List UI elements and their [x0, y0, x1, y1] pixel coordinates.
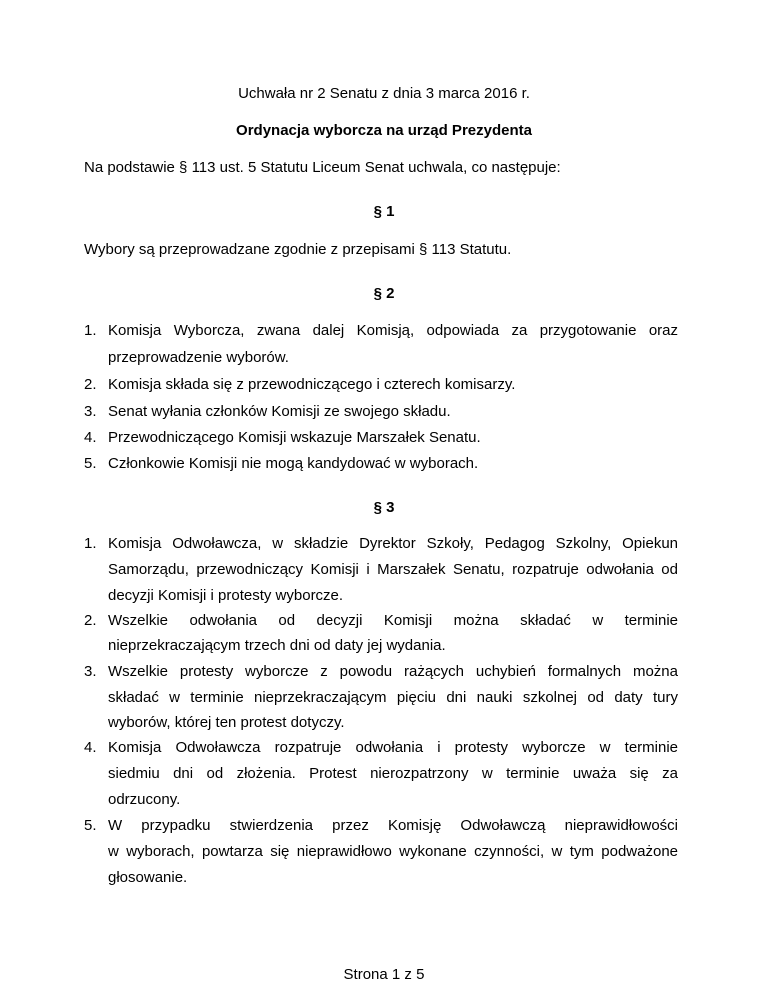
list-item-number: 1.	[84, 322, 97, 339]
section-3-heading: § 3	[373, 499, 395, 516]
list-item-line: Komisja Odwoławcza, w składzie Dyrektor Szkoły, Pedagog Szkolny, Opiekun	[108, 535, 678, 552]
list-item-line: Komisja składa się z przewodniczącego i czterech komisarzy.	[108, 376, 516, 393]
list-item-line: Komisja Wyborcza, zwana dalej Komisją, odpowiada za przygotowanie oraz	[108, 322, 678, 339]
list-item-number: 4.	[84, 429, 97, 446]
list-item-number: 2.	[84, 612, 97, 629]
list-item-number: 3.	[84, 403, 97, 420]
list-item-line: decyzji Komisji i protesty wyborcze.	[108, 587, 344, 604]
list-item-line: w wyborach, powtarza się nieprawidłowo wykonane czynności, w tym podważone	[108, 843, 678, 860]
list-item-line: Wszelkie odwołania od decyzji Komisji można składać w terminie	[108, 612, 678, 629]
list-item-number: 1.	[84, 535, 97, 552]
list-item-line: Senat wyłania członków Komisji ze swojego składu.	[108, 403, 451, 420]
section-1-heading: § 1	[373, 203, 395, 220]
list-item-line: nieprzekraczającym trzech dni od daty jej wydania.	[108, 637, 446, 654]
preamble: Na podstawie § 113 ust. 5 Statutu Liceum Senat uchwala, co następuje:	[84, 159, 561, 176]
page-number: Strona 1 z 5	[343, 966, 425, 983]
section-1-text: Wybory są przeprowadzane zgodnie z przepisami § 113 Statutu.	[84, 241, 512, 258]
list-item-line: siedmiu dni od złożenia. Protest nierozpatrzony w terminie uważa się za	[108, 765, 678, 782]
list-item-line: Członkowie Komisji nie mogą kandydować w wyborach.	[108, 455, 479, 472]
list-item-line: przeprowadzenie wyborów.	[108, 349, 289, 366]
section-2-heading: § 2	[373, 285, 395, 302]
list-item-line: Wszelkie protesty wyborcze z powodu rażących uchybień formalnych można	[108, 663, 678, 680]
list-item-number: 5.	[84, 455, 97, 472]
list-item-line: głosowanie.	[108, 869, 188, 886]
list-item-number: 2.	[84, 376, 97, 393]
resolution-line: Uchwała nr 2 Senatu z dnia 3 marca 2016 r.	[238, 85, 530, 102]
list-item-number: 5.	[84, 817, 97, 834]
list-item-number: 3.	[84, 663, 97, 680]
list-item-line: składać w terminie nieprzekraczającym pięciu dni nauki szkolnej od daty tury	[108, 689, 678, 706]
list-item-line: Przewodniczącego Komisji wskazuje Marszałek Senatu.	[108, 429, 481, 446]
list-item-line: Komisja Odwoławcza rozpatruje odwołania i protesty wyborcze w terminie	[108, 739, 678, 756]
list-item-line: Samorządu, przewodniczący Komisji i Marszałek Senatu, rozpatruje odwołania od	[108, 561, 678, 578]
list-item-number: 4.	[84, 739, 97, 756]
list-item-line: wyborów, której ten protest dotyczy.	[108, 714, 345, 731]
list-item-line: W przypadku stwierdzenia przez Komisję Odwoławczą nieprawidłowości	[108, 817, 678, 834]
document-title: Ordynacja wyborcza na urząd Prezydenta	[236, 122, 532, 139]
list-item-line: odrzucony.	[108, 791, 181, 808]
